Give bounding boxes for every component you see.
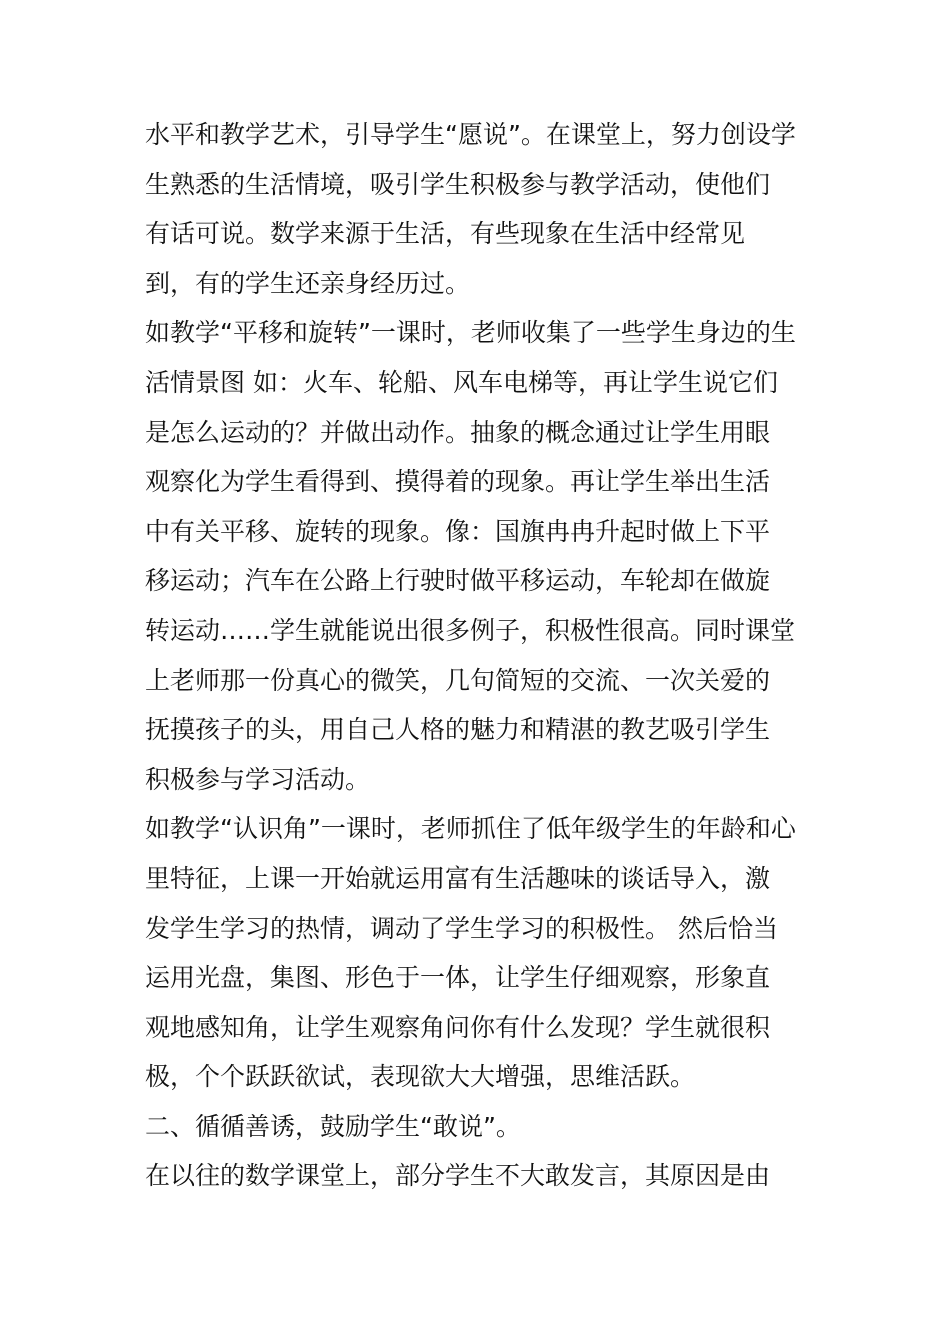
text-line: 活情景图 如：火车、轮船、风车电梯等，再让学生说它们 [145,367,778,397]
text-line: 在以往的数学课堂上，部分学生不大敢发言，其原因是由 [145,1161,771,1191]
text-line: 观察化为学生看得到、摸得着的现象。再让学生举出生活 [145,467,771,497]
text-line: 转运动……学生就能说出很多例子，积极性很高。同时课堂 [145,615,796,645]
text-line: 有话可说。数学来源于生活，有些现象在生活中经常见 [145,219,746,249]
text-line: 生熟悉的生活情境，吸引学生积极参与教学活动，使他们 [145,169,771,199]
text-line: 里特征，上课一开始就运用富有生活趣味的谈话导入，激 [145,863,771,893]
text-line: 水平和教学艺术，引导学生“愿说”。在课堂上，努力创设学 [145,120,796,149]
section-heading: 二、循循善诱，鼓励学生“敢说”。 [145,1111,521,1141]
text-line: 中有关平移、旋转的现象。像：国旗冉冉升起时做上下平 [145,516,771,546]
text-line: 如教学“认识角”一课时，老师抓住了低年级学生的年龄和心 [145,814,796,844]
text-line: 运用光盘，集图、形色于一体，让学生仔细观察，形象直 [145,963,771,993]
text-line: 发学生学习的热情，调动了学生学习的积极性。 然后恰当 [145,913,778,943]
text-line: 移运动；汽车在公路上行驶时做平移运动，车轮却在做旋 [145,566,771,596]
text-line: 积极参与学习活动。 [145,764,371,794]
text-line: 观地感知角，让学生观察角问你有什么发现？学生就很积 [145,1012,771,1042]
text-line: 如教学“平移和旋转”一课时，老师收集了一些学生身边的生 [145,318,796,348]
text-line: 到，有的学生还亲身经历过。 [145,268,471,298]
text-line: 抚摸孩子的头，用自己人格的魅力和精湛的教艺吸引学生 [145,715,771,745]
text-line: 上老师那一份真心的微笑，几句简短的交流、一次关爱的 [145,665,771,695]
document-body [145,110,825,1201]
text-line: 极，个个跃跃欲试，表现欲大大增强，思维活跃。 [145,1062,696,1092]
text-line: 是怎么运动的？并做出动作。抽象的概念通过让学生用眼 [145,417,771,447]
